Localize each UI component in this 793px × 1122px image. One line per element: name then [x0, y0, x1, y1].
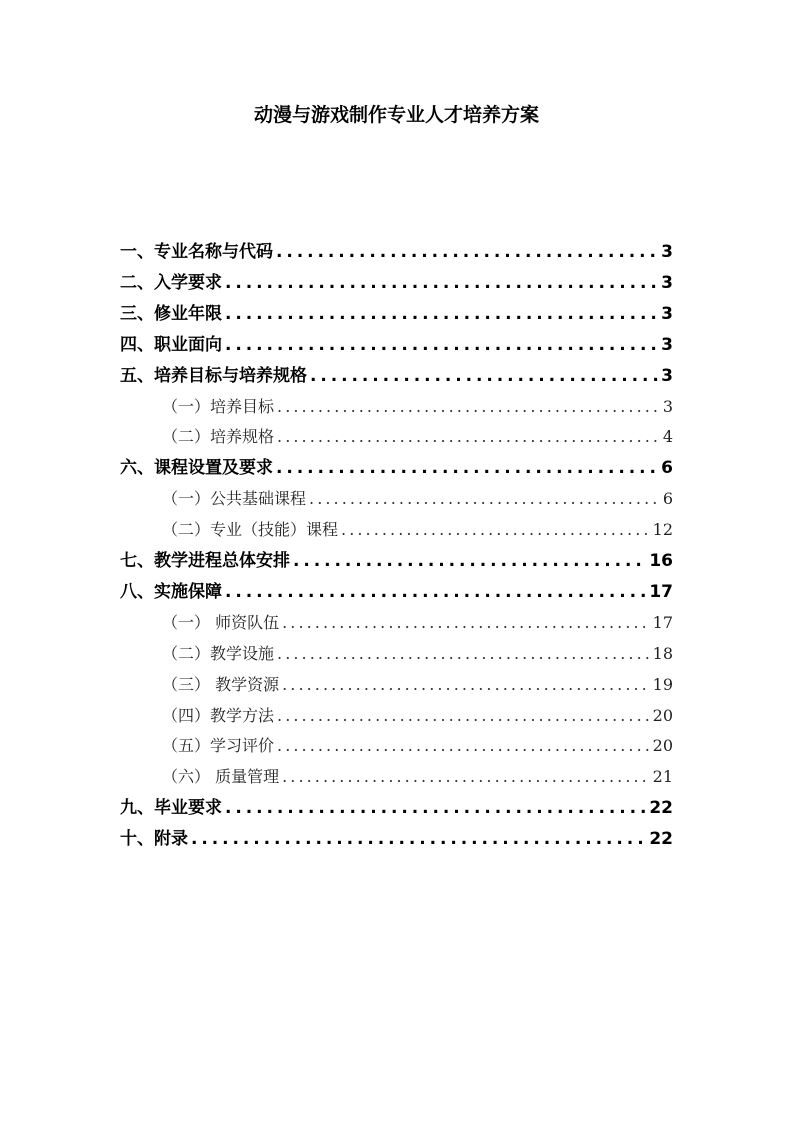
toc-entry[interactable] [162, 731, 673, 761]
toc-entry[interactable] [162, 422, 673, 452]
toc-entry-label: 九、毕业要求 [120, 798, 222, 819]
toc-entry[interactable] [162, 608, 673, 638]
toc-entry-label: 六、课程设置及要求 [120, 458, 273, 479]
toc-entry-page: 3 [661, 334, 673, 355]
toc-entry-label: （一）公共基础课程 [162, 489, 307, 509]
toc-entry-label: 十、附录 [120, 829, 188, 850]
toc-entry-label: （五）学习评价 [162, 736, 275, 756]
toc-entry[interactable] [162, 639, 673, 669]
toc-entry[interactable] [162, 392, 673, 422]
toc-leader-dots [191, 824, 646, 854]
toc-entry[interactable] [120, 793, 673, 823]
toc-entry-label: （一） 师资队伍 [162, 612, 280, 632]
toc-entry-page: 22 [649, 798, 673, 819]
toc-entry-label: 四、职业面向 [120, 334, 222, 355]
toc-entry[interactable] [120, 268, 673, 298]
toc-entry[interactable] [120, 361, 673, 391]
toc-leader-dots [225, 330, 658, 360]
toc-entry-label: （二）教学设施 [162, 643, 275, 663]
toc-leader-dots [225, 577, 646, 607]
toc-leader-dots [282, 762, 650, 792]
document-title: 动漫与游戏制作专业人才培养方案 [253, 104, 539, 126]
toc-leader-dots [225, 793, 646, 823]
toc-leader-dots [276, 237, 658, 267]
toc-leader-dots [293, 546, 646, 576]
toc-entry[interactable] [162, 484, 673, 514]
toc-leader-dots [225, 268, 658, 298]
toc-leader-dots [277, 392, 660, 422]
toc-entry-page: 16 [649, 551, 673, 571]
toc-entry[interactable] [120, 546, 673, 576]
toc-entry[interactable] [120, 824, 673, 854]
toc-entry-label: （四）教学方法 [162, 705, 275, 725]
toc-entry-label: （三） 教学资源 [162, 674, 280, 694]
toc-entry-page: 3 [662, 396, 673, 416]
toc-entry[interactable] [120, 577, 673, 607]
toc-leader-dots [277, 731, 650, 761]
toc-leader-dots [282, 608, 650, 638]
toc-entry-label: 五、培养目标与培养规格 [120, 365, 307, 386]
toc-entry-label: 三、修业年限 [120, 303, 222, 324]
toc-entry-label: （一）培养目标 [162, 396, 275, 416]
toc-entry[interactable] [162, 701, 673, 731]
toc-entry-page: 3 [661, 242, 673, 262]
toc-leader-dots [282, 670, 650, 700]
toc-leader-dots [341, 515, 650, 545]
toc-entry[interactable] [120, 299, 673, 329]
toc-entry-page: 3 [661, 303, 673, 324]
toc-entry-page: 20 [652, 705, 673, 725]
toc-entry-page: 12 [652, 520, 673, 540]
toc-entry-page: 22 [649, 829, 673, 850]
toc-entry-label: （六） 质量管理 [162, 767, 280, 787]
toc-leader-dots [225, 299, 658, 329]
toc-entry-page: 20 [652, 736, 673, 756]
toc-entry-page: 17 [649, 581, 673, 602]
toc-entry-page: 6 [661, 458, 673, 479]
toc-entry[interactable] [162, 670, 673, 700]
toc-leader-dots [277, 701, 650, 731]
toc-entry[interactable] [162, 762, 673, 792]
toc-entry-page: 6 [662, 489, 673, 509]
toc-entry[interactable] [120, 330, 673, 360]
toc-entry-page: 4 [662, 427, 673, 447]
toc-entry-label: 一、专业名称与代码 [120, 242, 273, 262]
toc-entry-label: 七、教学进程总体安排 [120, 551, 290, 571]
toc-entry-page: 3 [661, 365, 673, 386]
toc-entry-label: （二）培养规格 [162, 427, 275, 447]
toc-entry[interactable] [162, 515, 673, 545]
toc-entry-label: 二、入学要求 [120, 272, 222, 293]
toc-entry[interactable] [120, 237, 673, 267]
toc-entry-label: 八、实施保障 [120, 581, 222, 602]
toc-leader-dots [276, 453, 658, 483]
toc-leader-dots [277, 422, 660, 452]
toc-entry-page: 17 [652, 612, 673, 632]
toc-entry-page: 3 [661, 272, 673, 293]
toc-entry-page: 19 [652, 674, 673, 694]
toc-entry[interactable] [120, 453, 673, 483]
toc-leader-dots [277, 639, 650, 669]
toc-entry-page: 18 [652, 643, 673, 663]
toc-entry-label: （二）专业（技能）课程 [162, 520, 339, 540]
toc-leader-dots [310, 361, 658, 391]
toc-leader-dots [309, 484, 660, 514]
toc-entry-page: 21 [652, 767, 673, 787]
